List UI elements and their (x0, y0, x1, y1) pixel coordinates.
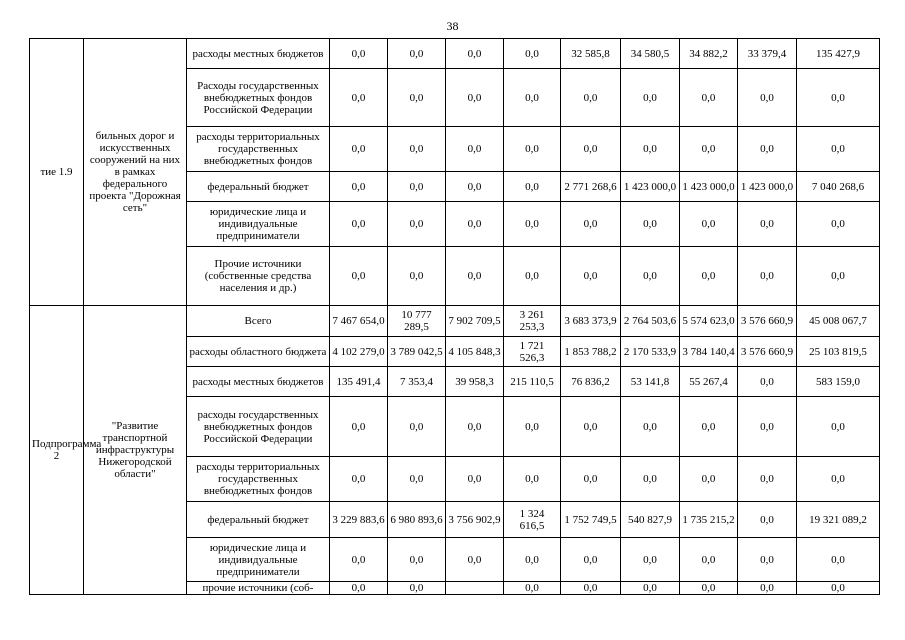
value-cell: 0,0 (330, 127, 388, 172)
value-cell: 0,0 (738, 127, 797, 172)
value-cell: 1 423 000,0 (738, 172, 797, 202)
value-cell: 0,0 (561, 582, 621, 595)
value-cell: 0,0 (330, 582, 388, 595)
value-cell: 3 261 253,3 (504, 306, 561, 337)
value-cell: 0,0 (446, 397, 504, 457)
value-cell: 34 882,2 (680, 39, 738, 69)
value-cell: 3 784 140,4 (680, 337, 738, 367)
value-cell: 0,0 (388, 69, 446, 127)
value-cell: 7 040 268,6 (797, 172, 880, 202)
value-cell: 0,0 (680, 538, 738, 582)
value-cell: 2 170 533,9 (621, 337, 680, 367)
value-cell: 0,0 (621, 582, 680, 595)
value-cell: 0,0 (388, 247, 446, 306)
value-cell: 3 756 902,9 (446, 502, 504, 538)
value-cell: 1 423 000,0 (680, 172, 738, 202)
value-cell: 0,0 (738, 397, 797, 457)
value-cell: 0,0 (504, 538, 561, 582)
value-cell: 6 980 893,6 (388, 502, 446, 538)
value-cell: 0,0 (388, 172, 446, 202)
source-label: федеральный бюджет (187, 502, 330, 538)
value-cell: 1 423 000,0 (621, 172, 680, 202)
value-cell: 1 735 215,2 (680, 502, 738, 538)
value-cell: 0,0 (680, 582, 738, 595)
value-cell: 0,0 (330, 247, 388, 306)
value-cell: 0,0 (388, 538, 446, 582)
value-cell: 39 958,3 (446, 367, 504, 397)
value-cell: 3 789 042,5 (388, 337, 446, 367)
value-cell: 0,0 (561, 202, 621, 247)
source-label: расходы областного бюджета (187, 337, 330, 367)
section1-code: тие 1.9 (30, 39, 84, 306)
value-cell: 0,0 (330, 39, 388, 69)
value-cell: 0,0 (388, 202, 446, 247)
value-cell: 1 721 526,3 (504, 337, 561, 367)
value-cell: 0,0 (561, 69, 621, 127)
value-cell: 0,0 (738, 367, 797, 397)
value-cell: 32 585,8 (561, 39, 621, 69)
value-cell: 0,0 (388, 39, 446, 69)
value-cell: 53 141,8 (621, 367, 680, 397)
value-cell: 7 353,4 (388, 367, 446, 397)
budget-table (29, 38, 880, 595)
value-cell: 2 771 268,6 (561, 172, 621, 202)
value-cell: 0,0 (504, 172, 561, 202)
source-label: расходы местных бюджетов (187, 39, 330, 69)
value-cell: 0,0 (621, 538, 680, 582)
source-label: расходы государственных внебюджетных фондов Российской Федерации (187, 397, 330, 457)
value-cell: 0,0 (388, 127, 446, 172)
value-cell: 1 752 749,5 (561, 502, 621, 538)
value-cell: 25 103 819,5 (797, 337, 880, 367)
value-cell: 0,0 (446, 202, 504, 247)
value-cell: 0,0 (504, 202, 561, 247)
value-cell: 7 467 654,0 (330, 306, 388, 337)
value-cell: 45 008 067,7 (797, 306, 880, 337)
source-label: Расходы государственных внебюджетных фондов Российской Федерации (187, 69, 330, 127)
source-label: Всего (187, 306, 330, 337)
value-cell: 0,0 (561, 127, 621, 172)
value-cell: 0,0 (797, 582, 880, 595)
value-cell: 3 576 660,9 (738, 337, 797, 367)
value-cell: 0,0 (680, 247, 738, 306)
value-cell: 0,0 (797, 457, 880, 502)
value-cell: 0,0 (738, 69, 797, 127)
value-cell: 1 324 616,5 (504, 502, 561, 538)
section1-name: бильных дорог и искусственных сооружений на них в рамках федерального проекта "Дорожная сеть" (84, 39, 187, 306)
value-cell: 76 836,2 (561, 367, 621, 397)
value-cell: 0,0 (561, 457, 621, 502)
value-cell: 0,0 (330, 202, 388, 247)
source-label: юридические лица и индивидуальные предприниматели (187, 202, 330, 247)
value-cell: 0,0 (330, 397, 388, 457)
section2-name: "Развитие транспортной инфраструктуры Нижегородской области" (84, 306, 187, 595)
value-cell: 0,0 (797, 247, 880, 306)
value-cell: 0,0 (446, 247, 504, 306)
value-cell: 0,0 (388, 457, 446, 502)
value-cell: 0,0 (621, 69, 680, 127)
value-cell: 34 580,5 (621, 39, 680, 69)
value-cell: 0,0 (738, 538, 797, 582)
value-cell: 215 110,5 (504, 367, 561, 397)
source-label: расходы местных бюджетов (187, 367, 330, 397)
source-label: федеральный бюджет (187, 172, 330, 202)
value-cell: 0,0 (797, 397, 880, 457)
value-cell: 0,0 (330, 69, 388, 127)
source-label: юридические лица и индивидуальные предприниматели (187, 538, 330, 582)
value-cell: 0,0 (330, 172, 388, 202)
value-cell: 0,0 (738, 582, 797, 595)
value-cell: 0,0 (797, 202, 880, 247)
value-cell: 0,0 (561, 397, 621, 457)
value-cell: 0,0 (388, 397, 446, 457)
value-cell: 583 159,0 (797, 367, 880, 397)
table-row (30, 306, 880, 337)
value-cell: 0,0 (330, 538, 388, 582)
value-cell: 0,0 (504, 457, 561, 502)
value-cell: 0,0 (504, 397, 561, 457)
value-cell: 0,0 (504, 39, 561, 69)
value-cell: 0,0 (446, 69, 504, 127)
value-cell: 2 764 503,6 (621, 306, 680, 337)
value-cell: 0,0 (680, 202, 738, 247)
value-cell: 0,0 (504, 69, 561, 127)
value-cell: 0,0 (621, 247, 680, 306)
value-cell (446, 582, 504, 595)
value-cell: 4 102 279,0 (330, 337, 388, 367)
value-cell: 0,0 (388, 582, 446, 595)
value-cell: 0,0 (561, 247, 621, 306)
value-cell: 0,0 (680, 69, 738, 127)
value-cell: 0,0 (621, 397, 680, 457)
value-cell: 10 777 289,5 (388, 306, 446, 337)
value-cell: 0,0 (797, 69, 880, 127)
value-cell: 0,0 (738, 502, 797, 538)
source-label: расходы территориальных государственных внебюджетных фондов (187, 457, 330, 502)
value-cell: 0,0 (504, 247, 561, 306)
value-cell: 0,0 (680, 457, 738, 502)
value-cell: 3 683 373,9 (561, 306, 621, 337)
value-cell: 540 827,9 (621, 502, 680, 538)
value-cell: 33 379,4 (738, 39, 797, 69)
value-cell: 0,0 (561, 538, 621, 582)
value-cell: 3 576 660,9 (738, 306, 797, 337)
value-cell: 4 105 848,3 (446, 337, 504, 367)
value-cell: 135 427,9 (797, 39, 880, 69)
value-cell: 7 902 709,5 (446, 306, 504, 337)
source-label: прочие источники (соб- (187, 582, 330, 595)
page-number: 38 (446, 19, 459, 33)
value-cell: 0,0 (738, 247, 797, 306)
value-cell: 0,0 (738, 202, 797, 247)
value-cell: 0,0 (504, 127, 561, 172)
value-cell: 55 267,4 (680, 367, 738, 397)
section2-code: Подпрограмма 2 (30, 306, 84, 595)
table-row (30, 39, 880, 69)
value-cell: 0,0 (797, 127, 880, 172)
value-cell: 0,0 (446, 538, 504, 582)
value-cell: 0,0 (446, 172, 504, 202)
source-label: Прочие источники (собственные средства населения и др.) (187, 247, 330, 306)
value-cell: 0,0 (446, 39, 504, 69)
value-cell: 0,0 (621, 202, 680, 247)
value-cell: 0,0 (621, 127, 680, 172)
source-label: расходы территориальных государственных внебюджетных фондов (187, 127, 330, 172)
value-cell: 0,0 (446, 457, 504, 502)
value-cell: 0,0 (621, 457, 680, 502)
value-cell: 135 491,4 (330, 367, 388, 397)
value-cell: 3 229 883,6 (330, 502, 388, 538)
value-cell: 0,0 (738, 457, 797, 502)
value-cell: 0,0 (797, 538, 880, 582)
value-cell: 0,0 (330, 457, 388, 502)
value-cell: 1 853 788,2 (561, 337, 621, 367)
value-cell: 19 321 089,2 (797, 502, 880, 538)
value-cell: 0,0 (504, 582, 561, 595)
value-cell: 0,0 (446, 127, 504, 172)
value-cell: 0,0 (680, 397, 738, 457)
value-cell: 0,0 (680, 127, 738, 172)
value-cell: 5 574 623,0 (680, 306, 738, 337)
